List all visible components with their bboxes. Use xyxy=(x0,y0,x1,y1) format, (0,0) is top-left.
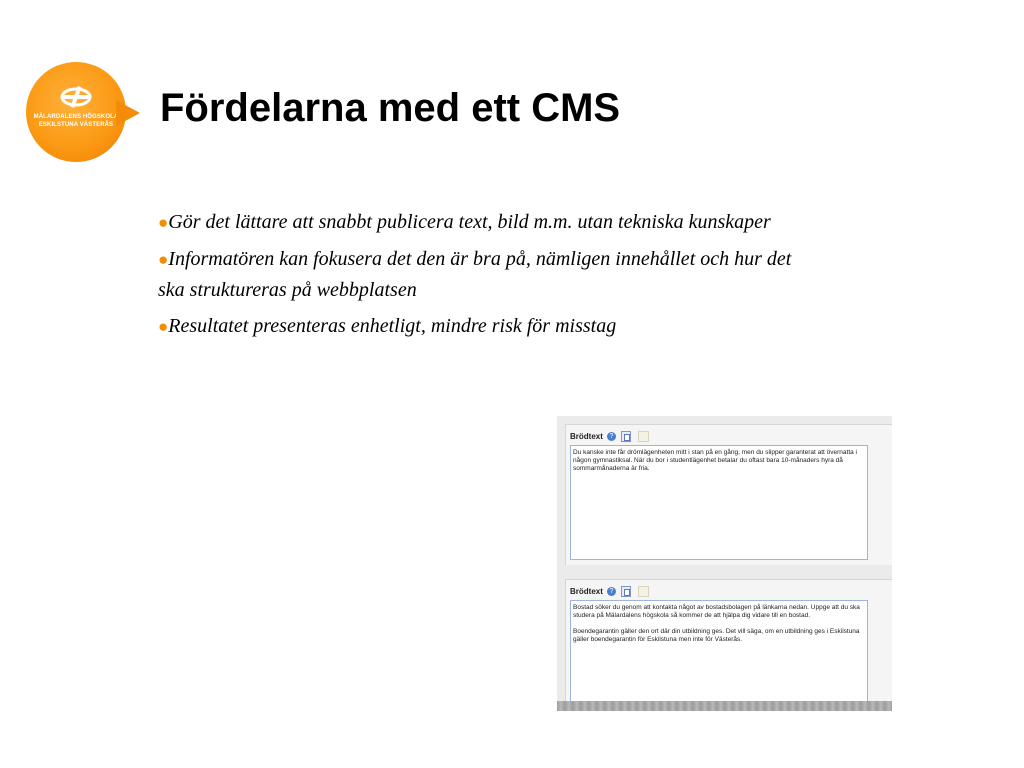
bullet-item xyxy=(158,207,808,238)
bullet-dot-icon: ● xyxy=(158,317,169,336)
bullet-text: Gör det lättare att snabbt publicera text, bild m.m. utan tekniska kunskaper xyxy=(168,211,771,233)
body-text-paragraph: Du kanske inte får drömlägenheten mitt i stan på en gång, men du slipper garanterat att övernatta i någon gymnastiksal. När du bor i studentlägenhet betalar du oftast bara 10-månaders hyra då sommarmånaderna är fria. xyxy=(573,449,858,472)
cms-scrollbar[interactable] xyxy=(557,701,892,711)
copy-icon[interactable] xyxy=(621,431,631,442)
body-text-area[interactable] xyxy=(570,445,868,560)
help-icon[interactable]: ? xyxy=(607,432,616,441)
mdh-emblem-icon xyxy=(58,84,94,110)
bullet-item xyxy=(158,244,808,305)
paste-icon[interactable] xyxy=(638,586,649,597)
logo-text-line-2: ESKILSTUNA VÄSTERÅS xyxy=(38,122,114,128)
help-icon[interactable]: ? xyxy=(607,587,616,596)
bullet-text: Resultatet presenteras enhetligt, mindre risk för misstag xyxy=(168,315,617,337)
bullet-dot-icon: ● xyxy=(158,213,169,232)
body-text-area[interactable] xyxy=(570,600,868,704)
paste-icon[interactable] xyxy=(638,431,649,442)
slide-title: Fördelarna med ett CMS xyxy=(160,86,621,130)
bullet-dot-icon: ● xyxy=(158,250,169,269)
bullet-item xyxy=(158,311,808,342)
bullet-list xyxy=(158,207,808,348)
mdh-logo xyxy=(26,62,126,162)
copy-icon[interactable] xyxy=(621,586,631,597)
field-label: Brödtext xyxy=(570,432,603,441)
field-label: Brödtext xyxy=(570,587,603,596)
body-text-paragraph: Bostad söker du genom att kontakta något av bostadsbolagen på länkarna nedan. Uppge att du ska studera på Mälardalens högskola så kommer de att hjälpa dig vidare till en bostad. xyxy=(573,604,860,619)
cms-screenshot xyxy=(557,416,892,711)
logo-pointer xyxy=(116,100,140,126)
bullet-text: Informatören kan fokusera det den är bra på, nämligen innehållet och hur det ska struktureras på webbplatsen xyxy=(158,248,792,301)
logo-text-line-1: MÄLARDALENS HÖGSKOLA xyxy=(33,114,119,120)
cms-field-panel xyxy=(565,579,892,702)
body-text-paragraph: Boendegarantin gäller den ort där din utbildning ges. Det vill säga, om en utbildning ges i Eskilstuna gäller boendegarantin för Eskilstuna men inte för Västerås. xyxy=(573,628,860,643)
cms-field-panel xyxy=(565,424,892,565)
